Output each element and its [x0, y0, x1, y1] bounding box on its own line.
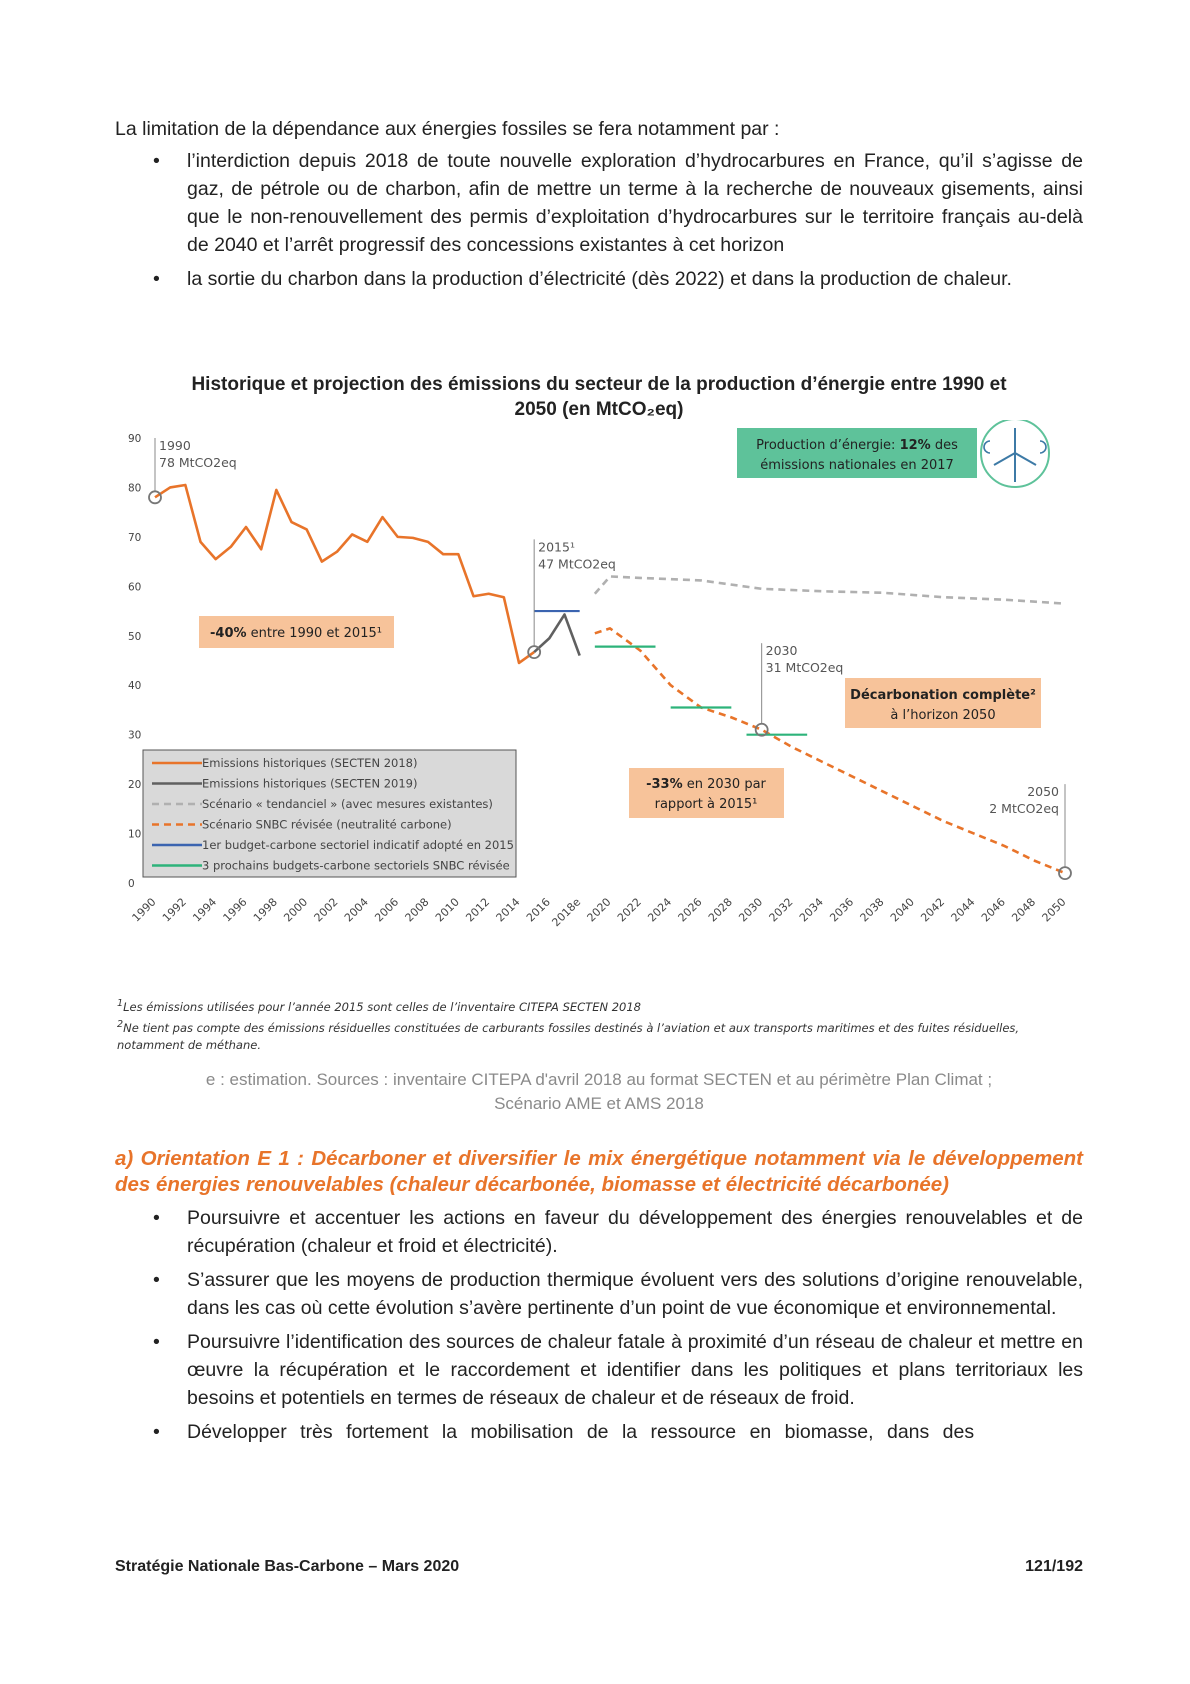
x-tick-label: 2002 — [311, 895, 341, 925]
list-item: • l’interdiction depuis 2018 de toute nouvelle exploration d’hydrocarbures en France, qu’il s’agisse de gaz, de pétrole ou de charbon, afin de mettre un terme à la recherche de nouveaux gisements, ainsi que le non-renouvellement des permis d’exploitation d’hydrocarbures sur le territoire français au-delà de 2040 et l’arrêt progressif des concessions existantes à cet horizon — [115, 147, 1083, 259]
x-tick-label: 2018e — [549, 895, 584, 930]
footnote-2-continued: notamment de méthane. — [117, 1037, 261, 1052]
bullet-icon: • — [153, 268, 160, 290]
series-line-2 — [595, 576, 1065, 603]
x-tick-label: 2000 — [281, 895, 311, 925]
y-tick-label: 20 — [128, 779, 142, 792]
annotation-33-line2: rapport à 2015¹ — [654, 797, 758, 812]
x-tick-label: 2016 — [523, 895, 553, 925]
annotation-40: -40% entre 1990 et 2015¹ — [210, 626, 382, 641]
x-tick-label: 2050 — [1039, 895, 1069, 925]
x-tick-label: 2042 — [918, 895, 948, 925]
bullet-icon: • — [153, 1331, 160, 1353]
y-tick-label: 50 — [128, 630, 142, 643]
bullet-icon: • — [153, 1421, 160, 1443]
list-item: • Poursuivre et accentuer les actions en faveur du développement des énergies renouvelables et de récupération (chaleur et froid et électricité). — [115, 1204, 1083, 1260]
x-tick-label: 2010 — [432, 895, 462, 925]
x-tick-label: 1998 — [250, 895, 280, 925]
x-tick-label: 2032 — [766, 895, 796, 925]
y-tick-label: 90 — [128, 433, 142, 445]
x-tick-label: 2030 — [736, 895, 766, 925]
y-tick-label: 60 — [128, 581, 142, 594]
list-item: • S’assurer que les moyens de production thermique évoluent vers des solutions d’origine renouvelable, dans les cas où cette évolution s’avère pertinente d’un point de vue économique et environnemental. — [115, 1266, 1083, 1322]
chart-footnotes — [117, 995, 1057, 1054]
x-tick-label: 2040 — [887, 895, 917, 925]
intro-bullet-list — [115, 147, 1083, 293]
x-tick-label: 2026 — [675, 895, 705, 925]
marker-label: 2030 — [765, 643, 798, 659]
intro-section — [115, 115, 1083, 299]
x-tick-label: 1992 — [159, 895, 189, 925]
legend-label: 1er budget-carbone sectoriel indicatif adopté en 2015 — [202, 838, 514, 852]
x-tick-label: 2008 — [402, 895, 432, 925]
orientation-heading: a) Orientation E 1 : Décarboner et diversifier le mix énergétique notamment via le développement des énergies renouvelables (chaleur décarbonée, biomasse et électricité décarbonée) — [115, 1147, 1083, 1196]
marker-label: 31 MtCO2eq — [765, 660, 844, 676]
wind-turbine-icon — [981, 420, 1049, 487]
list-item: • la sortie du charbon dans la production d’électricité (dès 2022) et dans la production de chaleur. — [115, 265, 1083, 293]
marker-label: 1990 — [159, 438, 191, 453]
marker-label: 2050 — [1027, 784, 1059, 800]
legend-label: 3 prochains budgets-carbone sectoriels SNBC révisée — [202, 858, 510, 873]
x-tick-label: 2004 — [341, 895, 371, 925]
list-item: • Poursuivre l’identification des sources de chaleur fatale à proximité d’un réseau de chaleur et mettre en œuvre la récupération et le raccordement et identifier dans les politiques et plans territoriaux les besoins et potentiels en termes de réseaux de chaleur et de réseaux de froid. — [115, 1328, 1083, 1412]
intro-lead: La limitation de la dépendance aux énergies fossiles se fera notamment par : — [115, 118, 780, 140]
x-tick-label: 2022 — [614, 895, 644, 925]
list-item: • Développer très fortement la mobilisation de la ressource en biomasse, dans des — [115, 1418, 1083, 1446]
x-tick-label: 2048 — [1009, 895, 1039, 925]
bullet-icon: • — [153, 1207, 160, 1229]
legend-label: Emissions historiques (SECTEN 2019) — [202, 776, 418, 791]
y-tick-label: 0 — [128, 878, 135, 890]
legend-label: Scénario « tendanciel » (avec mesures existantes) — [202, 797, 493, 811]
y-tick-label: 80 — [128, 482, 142, 495]
page-footer — [115, 1558, 1083, 1576]
orientation-section — [115, 1146, 1083, 1452]
footnote-2: $^2$Ne tient pas compte des émissions résiduelles constituées de carburants fossiles destinés à l’aviation et aux transports maritimes et des fuites résiduelles, — [117, 1018, 1020, 1035]
x-tick-label: 1996 — [220, 895, 250, 925]
emissions-chart — [110, 420, 1100, 1000]
annotation-33: -33% en 2030 par — [646, 777, 766, 792]
marker-label: 47 MtCO2eq — [538, 556, 616, 572]
x-tick-label: 2028 — [705, 895, 735, 925]
annotation-production: Production d’énergie: 12% des — [756, 438, 958, 453]
marker-label: 2 MtCO2eq — [989, 801, 1059, 817]
x-tick-label: 2044 — [948, 895, 978, 925]
marker-label: 78 MtCO2eq — [159, 455, 237, 470]
data-marker — [1059, 867, 1071, 879]
legend-label: Emissions historiques (SECTEN 2018) — [202, 756, 418, 770]
bullet-icon: • — [153, 150, 160, 172]
annotation-production-line2: émissions nationales en 2017 — [760, 458, 954, 473]
x-tick-label: 2046 — [978, 895, 1008, 925]
x-tick-label: 2024 — [645, 895, 675, 925]
x-tick-label: 1990 — [129, 895, 159, 925]
series-line-1 — [534, 615, 580, 656]
y-tick-label: 10 — [128, 828, 142, 841]
data-marker — [149, 491, 161, 503]
chart-title: Historique et projection des émissions du secteur de la production d’énergie entre 1990 et 2050 (en MtCO₂eq) — [191, 374, 1007, 420]
y-tick-label: 30 — [128, 729, 142, 742]
footer-title: Stratégie Nationale Bas-Carbone – Mars 2020 — [115, 1558, 460, 1575]
x-tick-label: 2038 — [857, 895, 887, 925]
x-tick-label: 1994 — [190, 895, 220, 925]
legend-label: Scénario SNBC révisée (neutralité carbone) — [202, 817, 452, 832]
annotation-decarb: Décarbonation complète² — [850, 688, 1036, 703]
marker-label: 2015¹ — [538, 539, 575, 555]
orientation-bullet-list — [115, 1204, 1083, 1446]
x-tick-label: 2006 — [372, 895, 402, 925]
page-number: 121/192 — [1025, 1558, 1083, 1575]
x-tick-label: 2036 — [827, 895, 857, 925]
bullet-icon: • — [153, 1269, 160, 1291]
x-tick-label: 2014 — [493, 895, 523, 925]
chart-source: e : estimation. Sources : inventaire CITEPA d'avril 2018 au format SECTEN et au périmètre Plan Climat ; Scénario AME et AMS 2018 — [205, 1070, 993, 1113]
x-tick-label: 2020 — [584, 895, 614, 925]
footnote-1: $^1$Les émissions utilisées pour l’année 2015 sont celles de l’inventaire CITEPA SECTEN 2018 — [117, 998, 641, 1014]
y-tick-label: 70 — [128, 531, 142, 544]
annotation-decarb-line2: à l’horizon 2050 — [890, 708, 996, 723]
x-tick-label: 2012 — [463, 895, 493, 925]
y-tick-label: 40 — [128, 680, 142, 693]
x-tick-label: 2034 — [796, 895, 826, 925]
